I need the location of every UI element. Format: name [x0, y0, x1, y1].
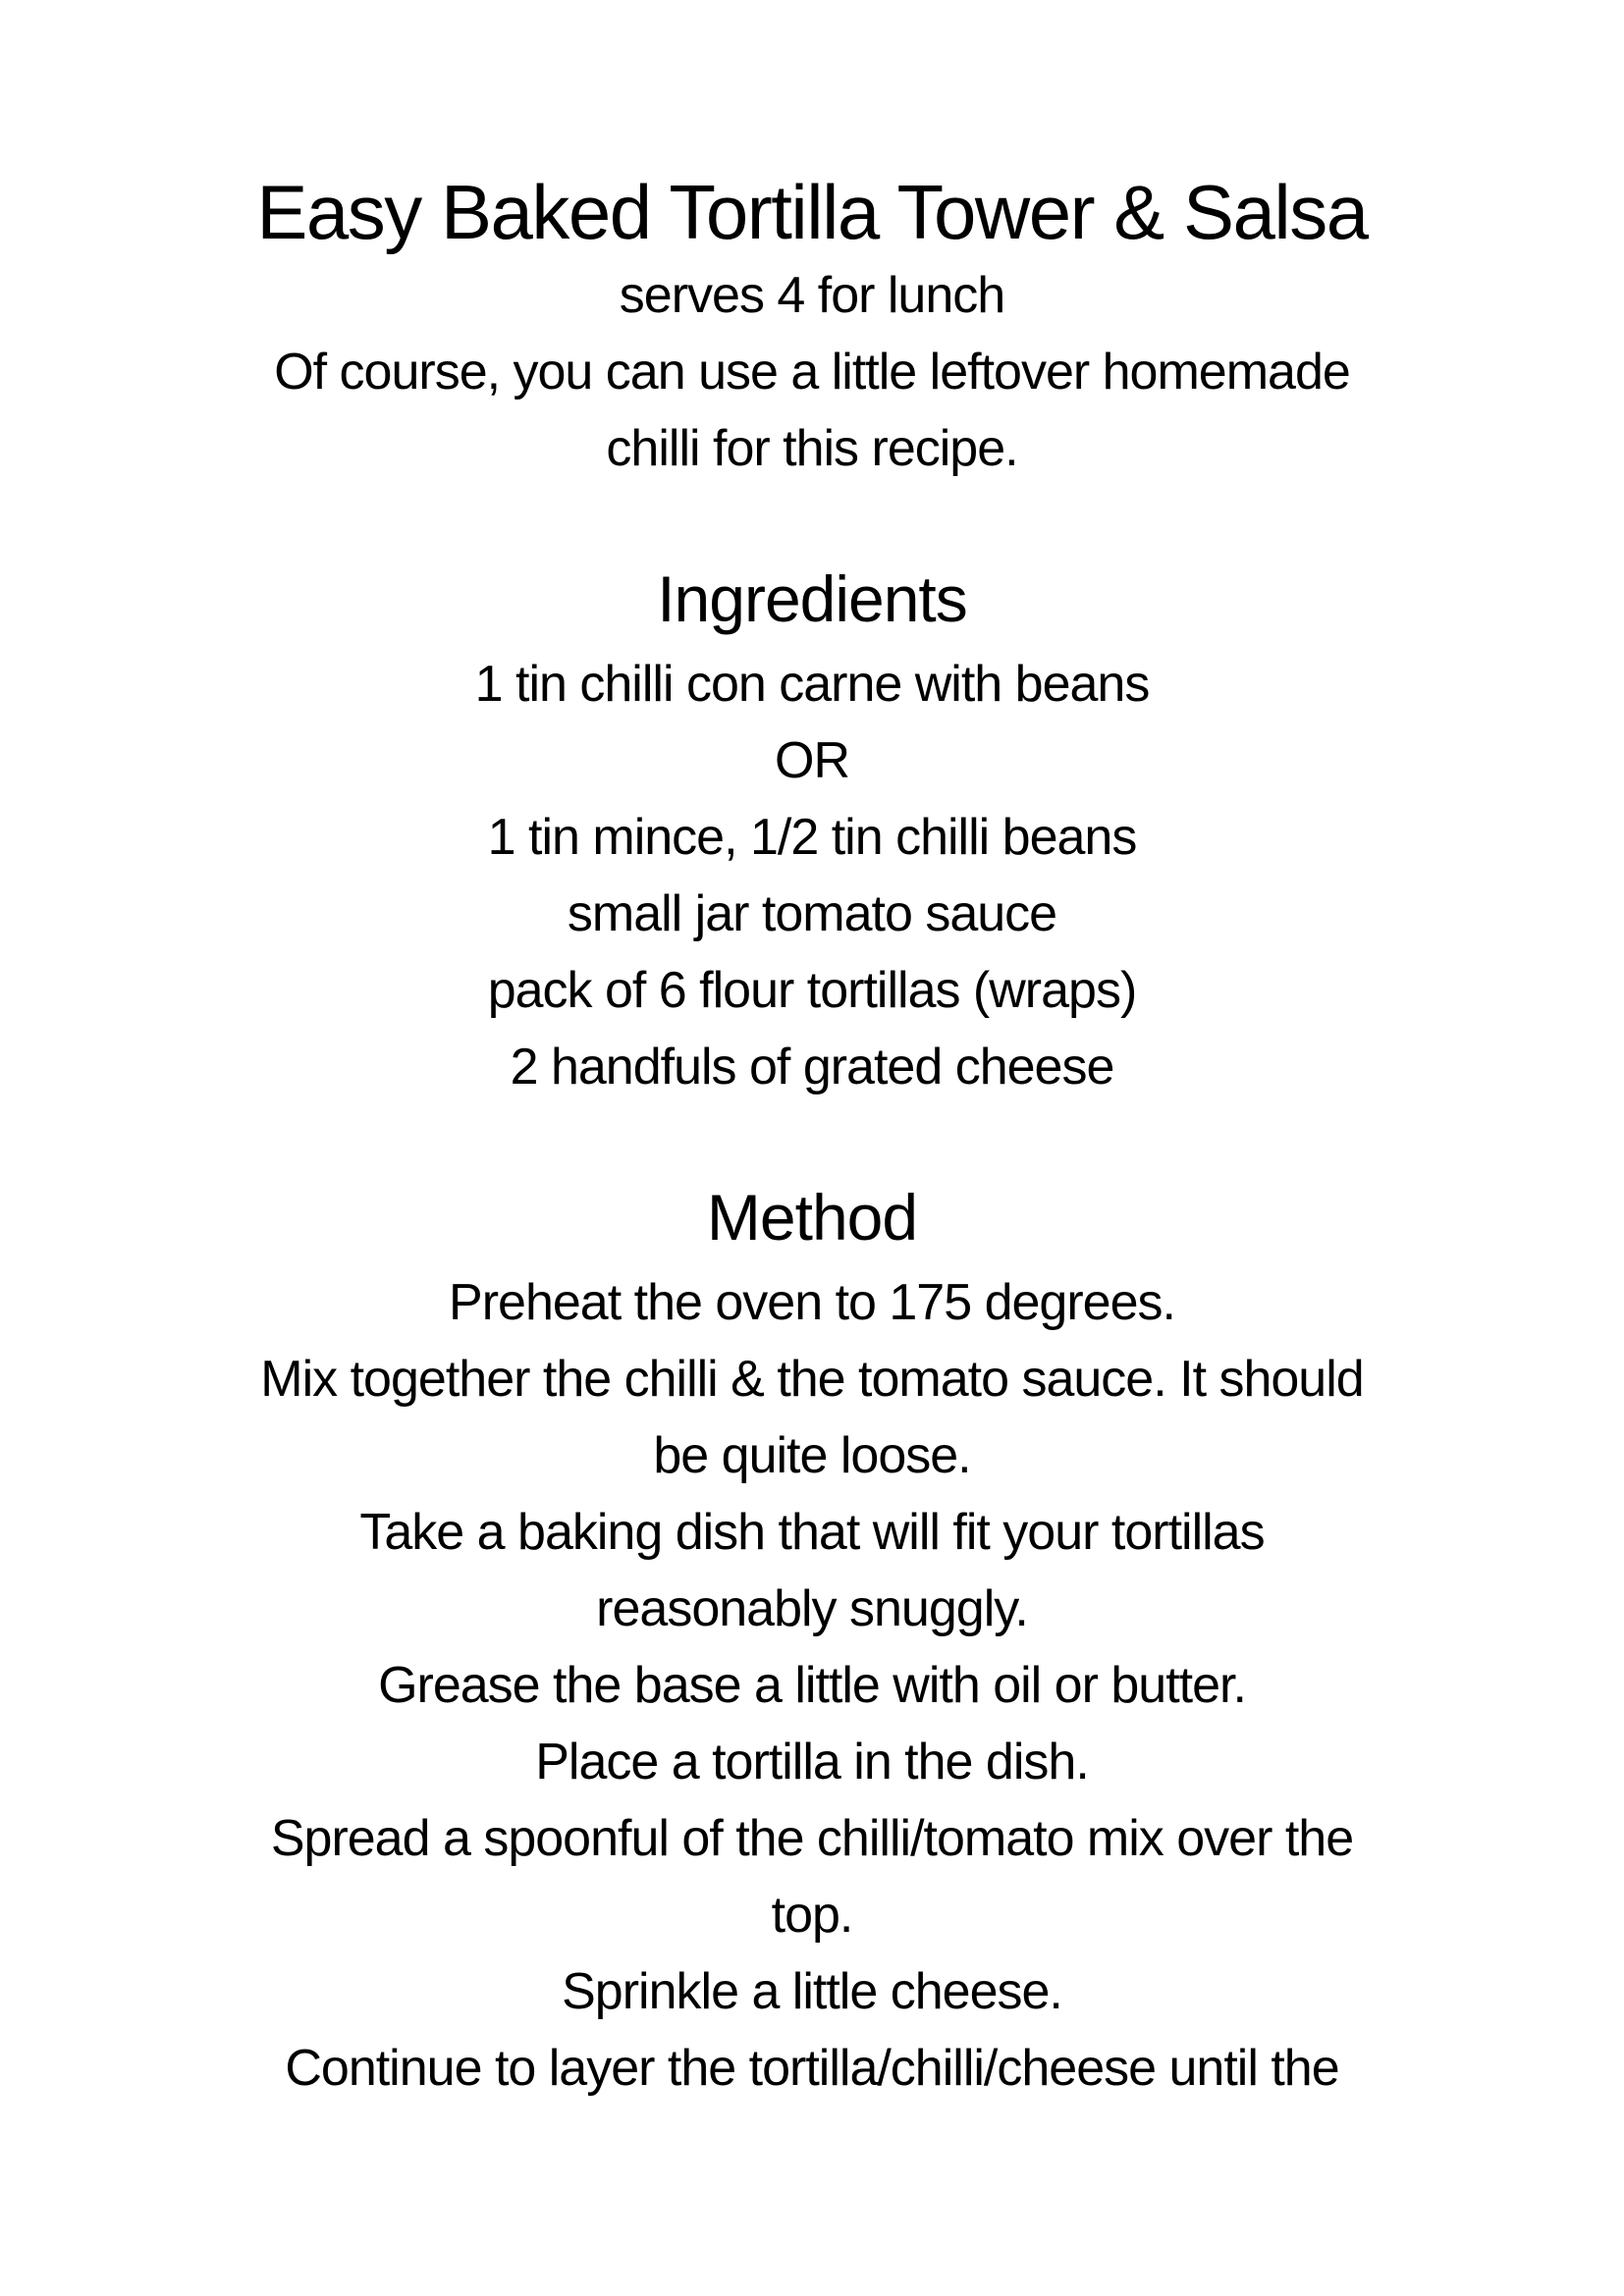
subtitle-line-serves: serves 4 for lunch [619, 267, 1005, 324]
method-step-line: Sprinkle a little cheese. [562, 1963, 1062, 2020]
method-step-line: reasonably snuggly. [596, 1580, 1028, 1637]
ingredients-heading: Ingredients [657, 562, 967, 635]
ingredient-line-or: OR [775, 732, 849, 789]
method-heading: Method [706, 1181, 918, 1254]
method-step-line: Continue to layer the tortilla/chilli/cheese until the [285, 2040, 1339, 2097]
ingredient-line: small jar tomato sauce [567, 885, 1057, 942]
recipe-title: Easy Baked Tortilla Tower & Salsa [256, 169, 1368, 255]
method-step-line: Mix together the chilli & the tomato sauce. It should [260, 1351, 1364, 1408]
method-step-line: Grease the base a little with oil or butter. [378, 1657, 1246, 1714]
subtitle-line-note-1: Of course, you can use a little leftover homemade [274, 344, 1350, 400]
method-step-line: Spread a spoonful of the chilli/tomato mix over the [270, 1810, 1354, 1867]
subtitle-line-note-2: chilli for this recipe. [606, 420, 1018, 477]
method-step-line: Preheat the oven to 175 degrees. [449, 1274, 1175, 1331]
ingredient-line: pack of 6 flour tortillas (wraps) [487, 962, 1137, 1019]
method-step-line: Take a baking dish that will fit your tortillas [359, 1504, 1265, 1561]
method-step-line: Place a tortilla in the dish. [535, 1734, 1089, 1790]
ingredient-line: 1 tin chilli con carne with beans [474, 656, 1150, 713]
method-step-line: top. [771, 1887, 853, 1944]
method-step-line: be quite loose. [653, 1427, 971, 1484]
ingredient-line: 2 handfuls of grated cheese [510, 1039, 1114, 1095]
ingredient-line: 1 tin mince, 1/2 tin chilli beans [487, 809, 1137, 866]
